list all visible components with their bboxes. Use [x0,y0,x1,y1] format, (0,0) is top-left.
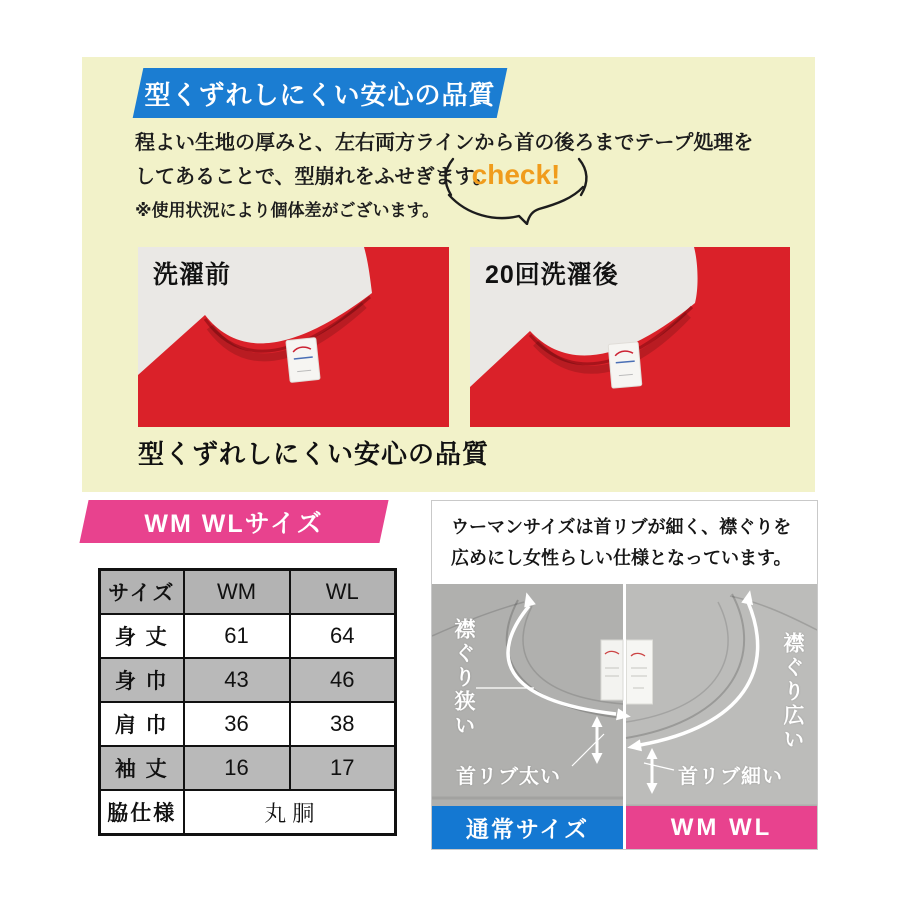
woman-size-description-line1: ウーマンサイズは首リブが細く、襟ぐりを [451,517,792,537]
thick-rib-note: 首リブ太い [456,766,561,788]
table-row-body-length: 身 丈 61 64 [100,614,396,658]
thin-rib-note: 首リブ細い [678,766,783,788]
photo-before-label: 洗濯前 [153,261,232,289]
brand-tag [601,640,623,700]
size-table [98,568,397,836]
quality-caption: 型くずれしにくい安心の品質 [138,439,490,469]
table-row-body-width: 身 巾 43 46 [100,658,396,702]
quality-banner-label: 型くずれしにくい安心の品質 [144,79,496,110]
table-row-shoulder-width: 肩 巾 36 38 [100,702,396,746]
thick-rib-arrow [592,716,603,764]
collar-comparison-photo [432,584,817,849]
normal-size-banner: 通常サイズ [432,806,623,849]
wide-collar-note: 襟ぐり広い [781,632,804,752]
table-row-sleeve-length: 袖 丈 16 17 [100,746,396,790]
brand-tag [627,640,653,704]
thin-rib-arrow [647,748,658,794]
quality-description-line2: してあることで、型崩れをふせぎます。 [135,166,493,188]
quality-description-line1: 程よい生地の厚みと、左右両方ラインから首の後ろまでテープ処理を [135,132,754,154]
size-table-header-wm: WM [184,570,290,615]
size-table-header-wl: WL [290,570,396,615]
woman-size-description-line2: 広めにし女性らしい仕様となっています。 [451,548,792,568]
size-banner [84,500,384,543]
check-callout [437,143,595,225]
quality-banner [138,68,502,118]
check-label: check! [471,159,561,190]
size-banner-label: WM WLサイズ [144,509,324,538]
photo-after-washing [470,247,790,427]
photo-after-label: 20回洗濯後 [485,261,619,289]
wm-wl-banner: WM WL [626,806,817,849]
size-table-header-size: サイズ [100,570,184,615]
narrow-collar-note: 襟ぐり狭い [452,618,475,738]
woman-size-description [451,512,792,574]
table-row-side-spec: 脇仕様 丸 胴 [100,790,396,835]
brand-tag [286,338,320,383]
photo-before-washing [138,247,449,427]
quality-panel [82,57,815,492]
brand-tag [608,342,642,388]
quality-disclaimer: ※使用状況により個体差がございます。 [135,201,440,220]
size-table-header-row [100,570,396,615]
woman-size-block [431,500,818,850]
